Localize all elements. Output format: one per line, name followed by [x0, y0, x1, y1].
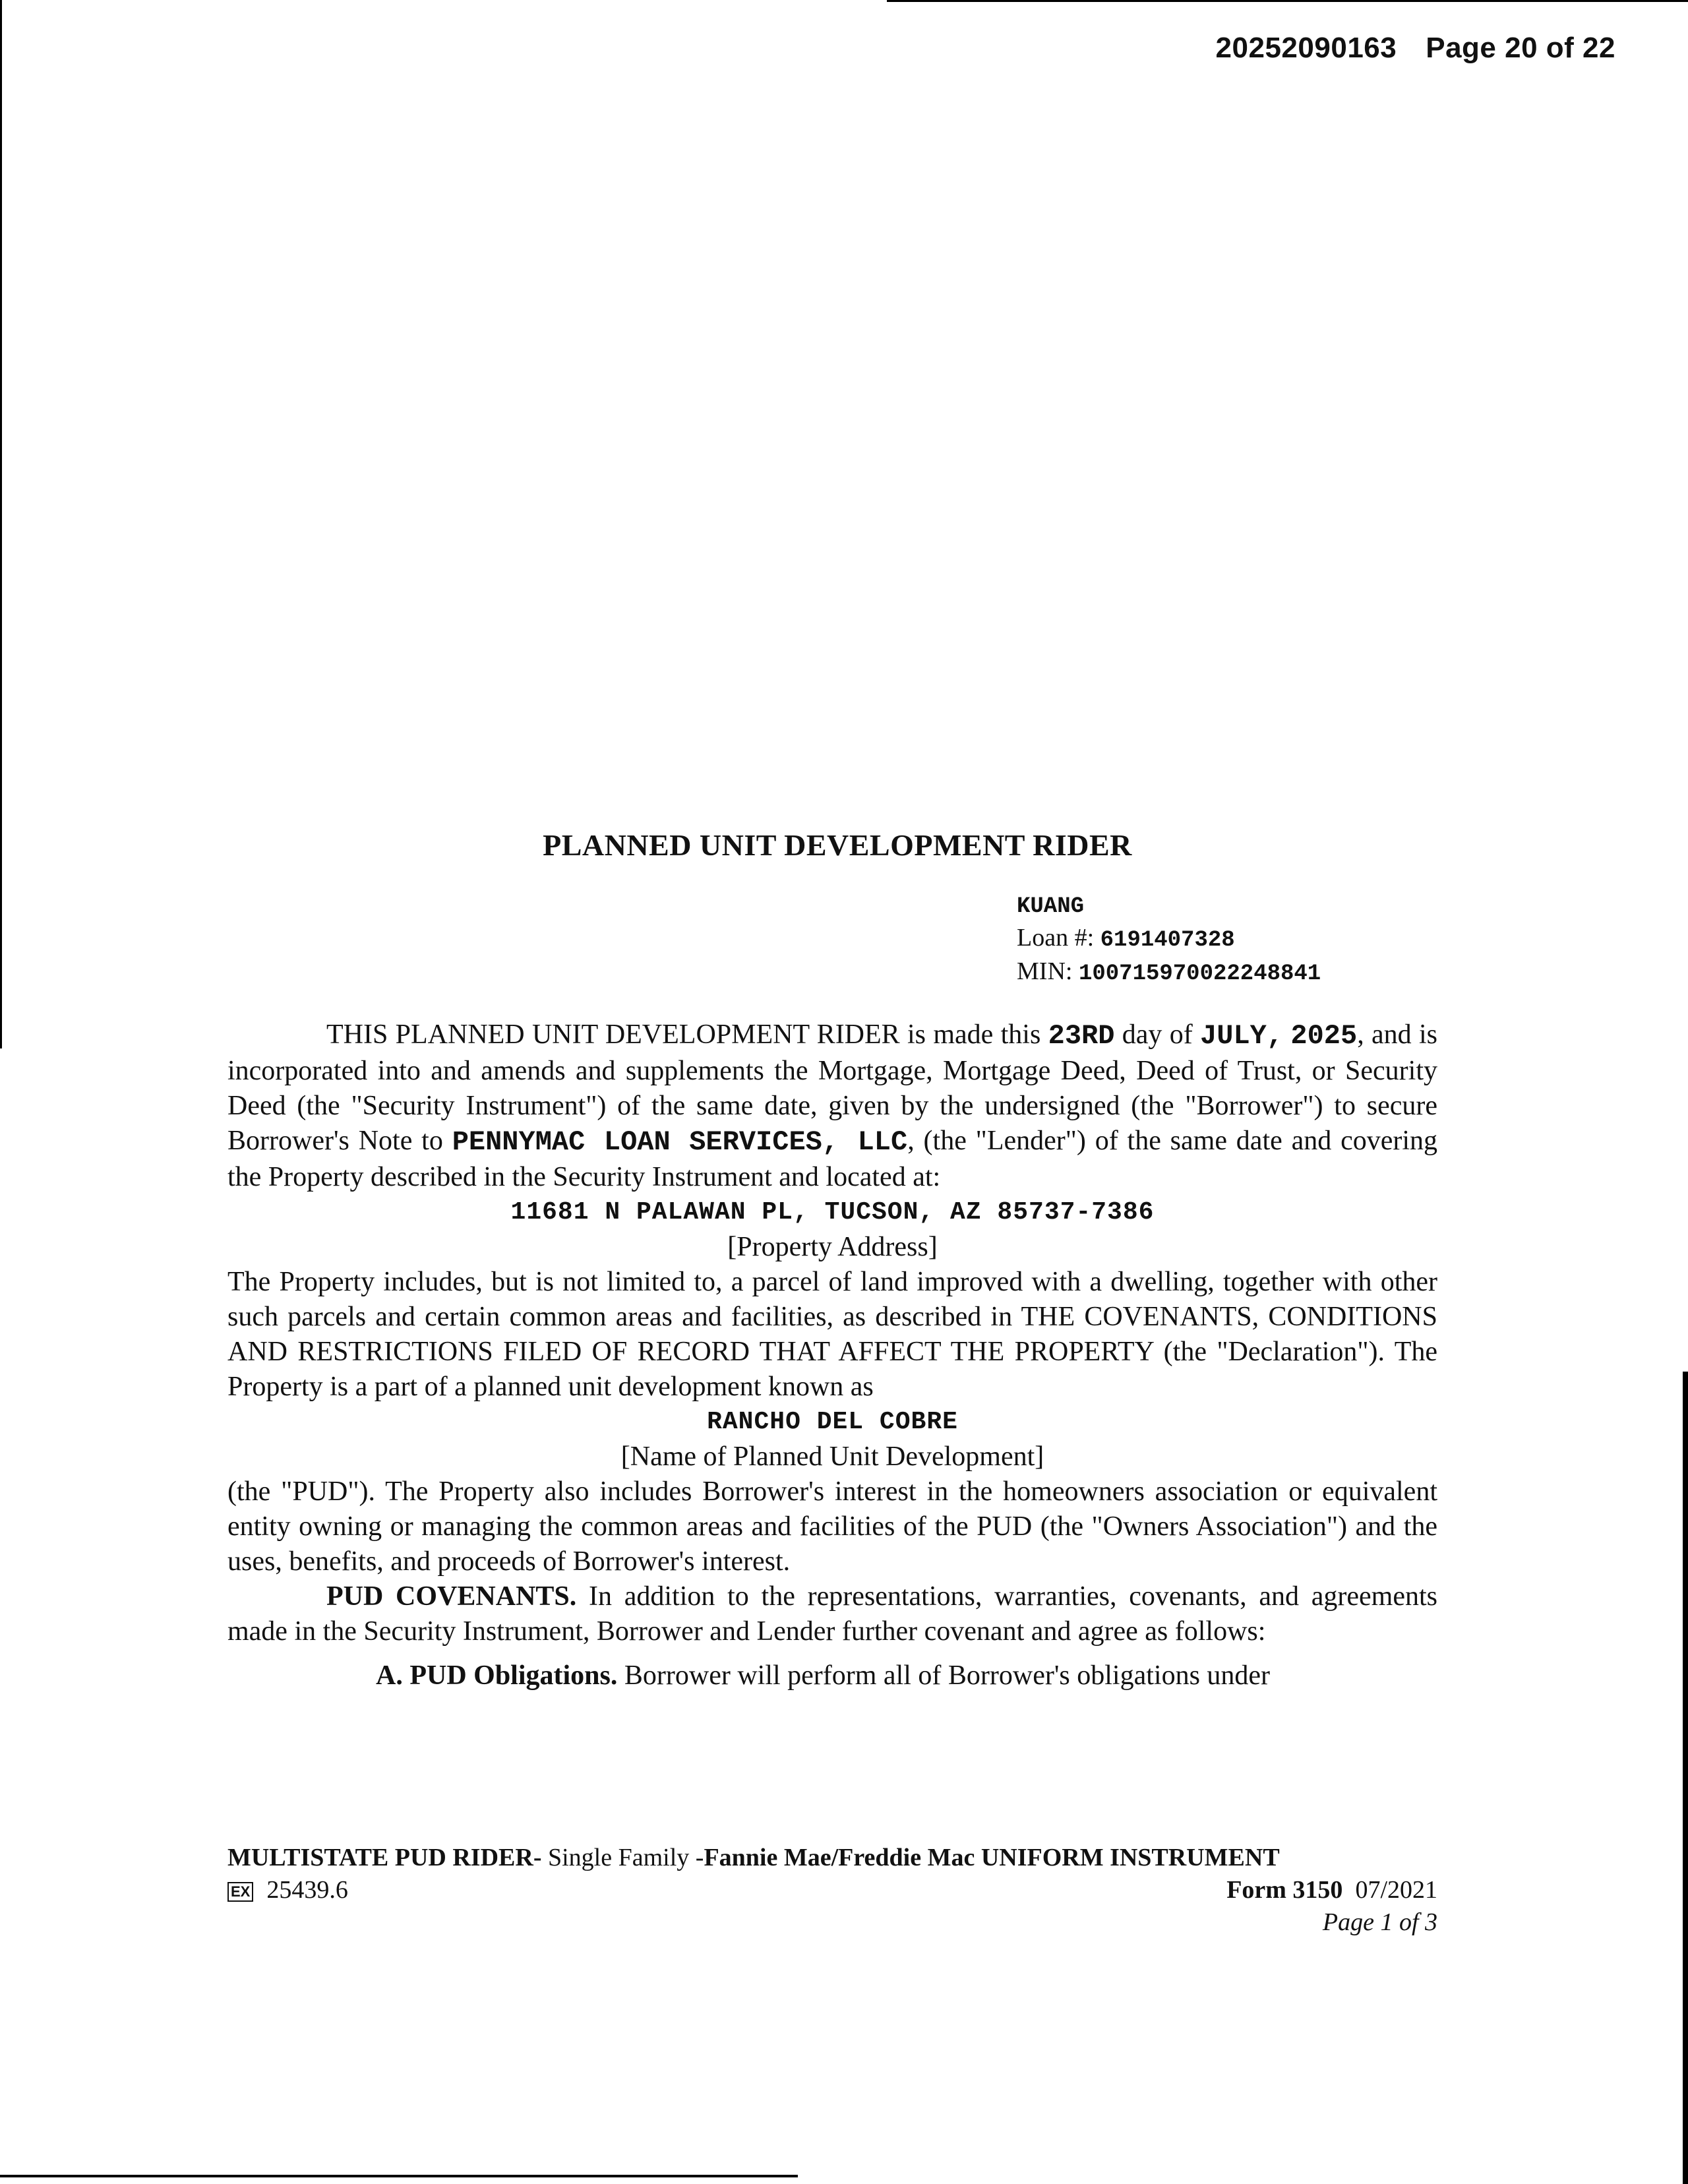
page-indicator: Page 20 of 22	[1426, 32, 1615, 64]
loan-number-line: Loan #: 6191407328	[1017, 924, 1235, 953]
scan-edge-bottom	[0, 2175, 798, 2177]
pud-paragraph: (the "PUD"). The Property also includes Borrower's interest in the homeowners association or equivalent entity owning or managing the common areas and facilities of the PUD (the "Owners Association") and the uses, benefits, and proceeds of Borrower's interest.	[227, 1476, 1437, 1577]
document-title: PLANNED UNIT DEVELOPMENT RIDER	[543, 828, 1132, 862]
form-id: Form 3150 07/2021	[1226, 1876, 1437, 1904]
scan-edge-top	[887, 0, 1688, 2]
scan-edge-right	[1683, 1372, 1688, 2184]
form-code-number: 25439.6	[266, 1876, 348, 1904]
section-a-paragraph: A. PUD Obligations. Borrower will perform all of Borrower's obligations under	[376, 1660, 1271, 1691]
property-address: 11681 N PALAWAN PL, TUCSON, AZ 85737-7386	[510, 1198, 1155, 1227]
rider-day: 23RD	[1048, 1020, 1115, 1052]
form-page-number: Page 1 of 3	[1322, 1908, 1437, 1936]
pud-name: RANCHO DEL COBRE	[707, 1408, 958, 1436]
page-header	[1216, 32, 1615, 65]
rider-month: JULY,	[1200, 1020, 1284, 1052]
form-code	[227, 1874, 348, 1906]
loan-identifiers	[1017, 892, 1321, 990]
min-number-line: MIN: 100715970022248841	[1017, 957, 1321, 986]
min-number: 100715970022248841	[1078, 961, 1321, 986]
document-number: 20252090163	[1215, 32, 1397, 64]
section-a-heading: A. PUD Obligations.	[376, 1660, 618, 1691]
rider-year: 2025	[1290, 1020, 1358, 1052]
covenants-heading: PUD COVENANTS.	[326, 1581, 577, 1612]
form-title: MULTISTATE PUD RIDER- Single Family -Fannie Mae/Freddie Mac UNIFORM INSTRUMENT	[227, 1844, 1280, 1871]
declaration-paragraph: The Property includes, but is not limited to, a parcel of land improved with a dwelling, together with other such parcels and certain common areas and facilities, as described in THE COVENANTS, CONDITIONS AND RESTRICTIONS FILED OF RECORD THAT AFFECT THE PROPERTY (the "Declaration"). The Property is a part of a planned unit development known as	[227, 1267, 1437, 1402]
pud-name-caption: [Name of Planned Unit Development]	[620, 1441, 1044, 1472]
property-address-caption: [Property Address]	[727, 1232, 938, 1262]
lender-name: PENNYMAC LOAN SERVICES, LLC	[452, 1126, 908, 1158]
loan-number: 6191407328	[1100, 928, 1235, 953]
document-body	[227, 1017, 1437, 1693]
scan-edge-left	[0, 0, 2, 1048]
covenants-paragraph: PUD COVENANTS. In addition to the representations, warranties, covenants, and agreements made in the Security Instrument, Borrower and Lender further covenant and agree as follows:	[227, 1581, 1438, 1647]
borrower-name: KUANG	[1017, 894, 1085, 919]
intro-paragraph: THIS PLANNED UNIT DEVELOPMENT RIDER is made this 23RD day of JULY, 2025, and is incorporated into and amends and supplements the Mortgage, Mortgage Deed, Deed of Trust, or Security Deed (the "Security Instrument") of the same date, given by the undersigned (the "Borrower") to secure Borrower's Note to PENNYMAC LOAN SERVICES, LLC, (the "Lender") of the same date and covering the Property described in the Security Instrument and located at:	[227, 1019, 1438, 1192]
form-footer	[227, 1842, 1437, 1939]
ex-form-icon: EX	[227, 1882, 253, 1902]
